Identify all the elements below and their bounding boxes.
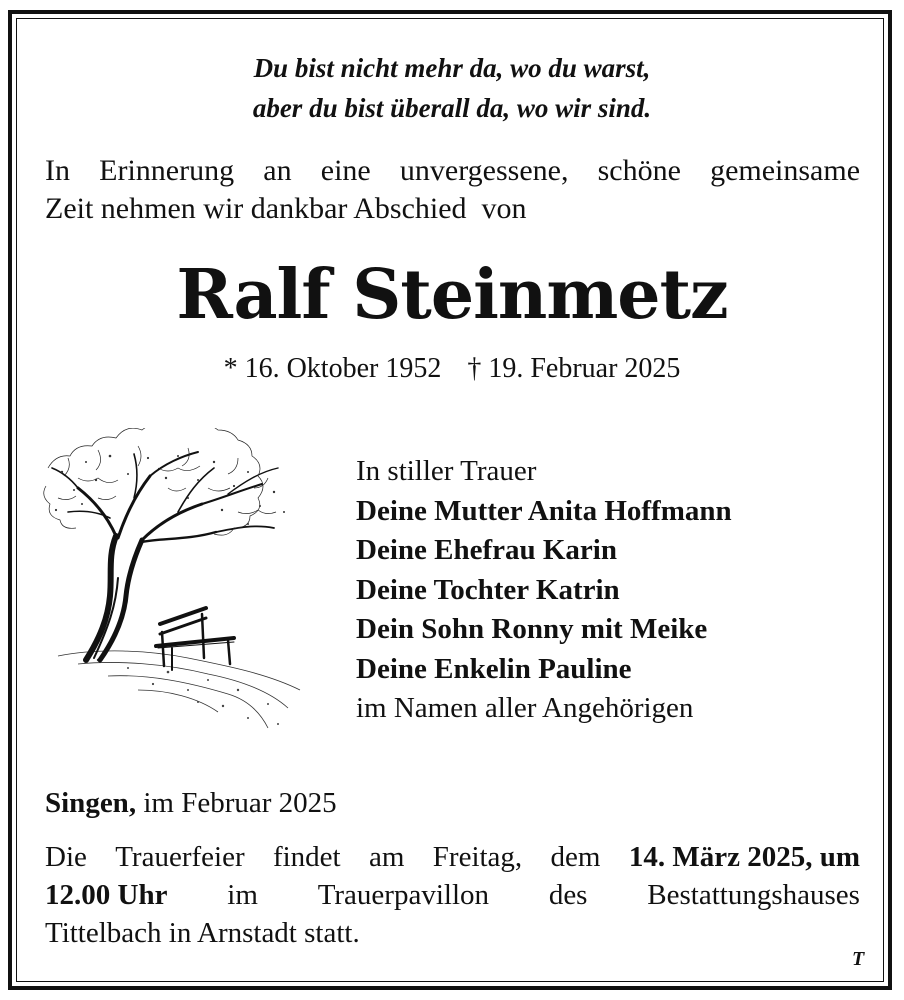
- mourner-name: Dein Sohn Ronny mit Meike: [356, 613, 708, 645]
- life-dates: [0, 350, 904, 388]
- intro-line-2: Zeit nehmen wir dankbar Abschied von: [45, 192, 527, 225]
- mourner-name: Deine Ehefrau Karin: [356, 534, 617, 566]
- deceased-name: Ralf Steinmetz: [176, 255, 728, 335]
- mourner-name: Deine Mutter Anita Hoffmann: [356, 494, 732, 527]
- motto-line-1: Du bist nicht mehr da, wo du warst,: [253, 53, 651, 83]
- mourners-closing: im Namen aller Angehörigen: [356, 692, 694, 724]
- service-date: 14. März 2025, um: [628, 841, 860, 873]
- birth-date: * 16. Oktober 1952: [223, 353, 442, 384]
- place-and-date: [45, 784, 337, 822]
- publisher-signet: T: [852, 948, 865, 970]
- motto-line-2: aber du bist überall da, wo wir sind.: [252, 93, 652, 123]
- mourner-name: Deine Tochter Katrin: [356, 573, 620, 606]
- death-date: † 19. Februar 2025: [467, 353, 681, 384]
- mourners-block: [356, 452, 876, 729]
- service-line-2: 12.00 Uhr im Trauerpavillon des Bestattungshauses: [45, 876, 860, 914]
- intro-line-1: In Erinnerung an eine unvergessene, schöne gemeinsame: [45, 154, 861, 187]
- place-city: Singen,: [45, 787, 137, 819]
- service-line-3: Tittelbach in Arnstadt statt.: [45, 917, 360, 949]
- mourners-intro: In stiller Trauer: [356, 455, 537, 487]
- service-line-1: Die Trauerfeier findet am Freitag, dem 14. März 2025, um: [45, 838, 860, 876]
- tree-with-bench-icon: [38, 428, 314, 738]
- mourner-name: Deine Enkelin Pauline: [356, 652, 632, 685]
- place-date: im Februar 2025: [136, 787, 337, 819]
- service-time: 12.00 Uhr: [45, 879, 168, 911]
